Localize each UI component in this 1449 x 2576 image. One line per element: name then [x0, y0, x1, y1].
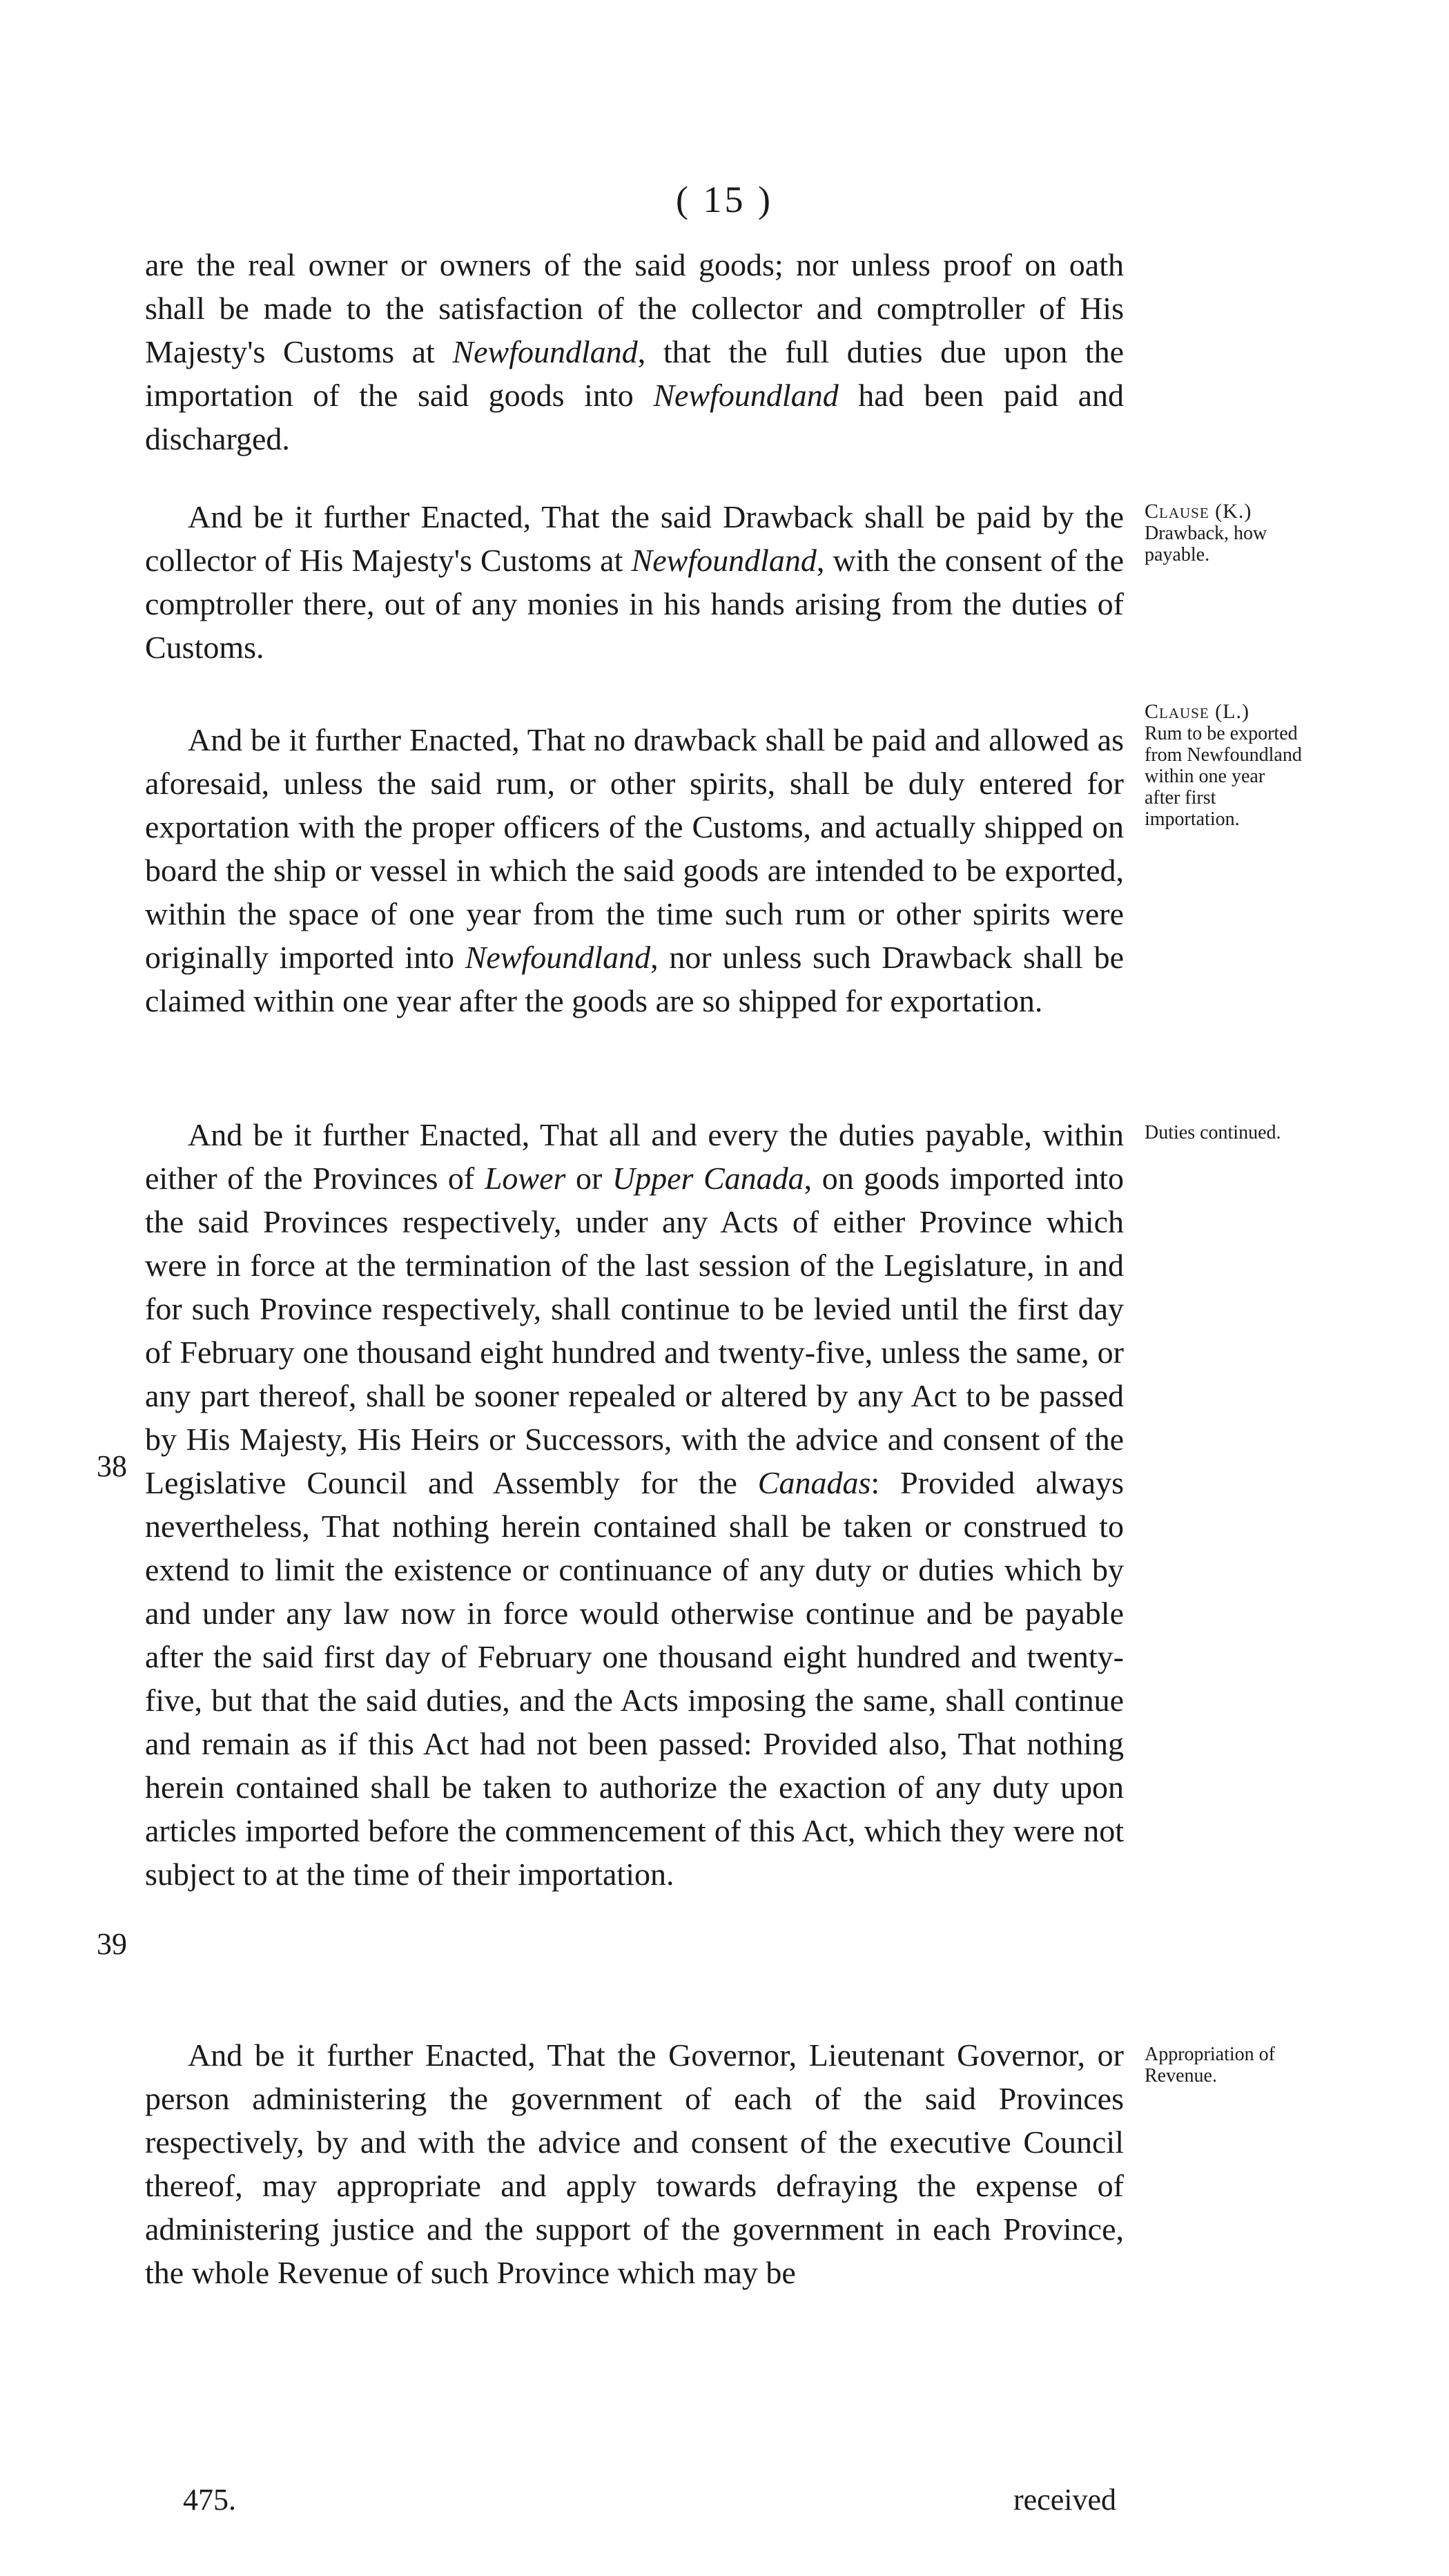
page-number: ( 15 ) — [676, 179, 773, 220]
paragraph-4 — [145, 2033, 1124, 2294]
text-run: , that the full duties due upon the importation of the said goods into — [145, 334, 1124, 413]
text-run: , on goods imported into the said Provinces respectively, under any Acts of either Province which were in force at the termination of the last session of the Legislature, in and for such Province respectively, shall continue to be levied until the first day of February one thousand eight hundred and twenty-five, unless the same, or any part thereof, shall be sooner repealed or altered by any Act to be passed by His Majesty, His Heirs or Successors, with the advice and consent of the Legislative Council and Assembly for the — [145, 1161, 1124, 1500]
text-run: And be it further Enacted, That the said Drawback shall be paid by the collector of His Majesty's Customs at — [145, 499, 1124, 578]
margin-note-label: Clause (L.) — [1145, 700, 1249, 723]
italic-run: Newfoundland — [465, 940, 651, 975]
italic-run: Newfoundland — [653, 378, 839, 413]
margin-note-duties — [1145, 1122, 1303, 1143]
catchword: received — [1013, 2483, 1116, 2517]
italic-run: Upper Canada — [612, 1161, 804, 1196]
paragraph-1 — [145, 495, 1124, 669]
line-number-38: 38 — [97, 1449, 127, 1483]
italic-run: Lower — [484, 1161, 566, 1196]
signature-mark: 475. — [183, 2483, 236, 2517]
text-run: or — [565, 1161, 612, 1196]
text-run: , with the consent of the comptroller there, out of any monies in his hands arising from the duties of Customs. — [145, 543, 1124, 665]
paragraph-2 — [145, 718, 1124, 1023]
margin-note-text: Drawback, how payable. — [1145, 523, 1267, 565]
margin-note-text: Rum to be exported from Newfoundland within one year after first importation. — [1145, 723, 1302, 830]
text-run: , nor unless such Drawback shall be claimed within one year after the goods are so shipped for exportation. — [145, 940, 1124, 1018]
margin-note-label: Clause (K.) — [1145, 500, 1252, 523]
text-run: And be it further Enacted, That no drawback shall be paid and allowed as aforesaid, unless the said rum, or other spirits, shall be duly entered for exportation with the proper officers of the Customs, and actually shipped on board the ship or vessel in which the said goods are intended to be exported, within the space of one year from the time such rum or other spirits were originally imported into — [145, 722, 1124, 975]
margin-note-clause-l — [1145, 701, 1303, 830]
italic-run: Newfoundland — [631, 543, 817, 578]
margin-note-text: Appropriation of Revenue. — [1145, 2044, 1275, 2086]
text-run: And be it further Enacted, That all and every the duties payable, within either of the Provinces of — [145, 1117, 1124, 1196]
text-run: And be it further Enacted, That the Governor, Lieutenant Governor, or person administering the government of each of the said Provinces respectively, by and with the advice and consent of the executive Council thereof, may appropriate and apply towards defraying the expense of administering justice and the support of the government in each Province, the whole Revenue of such Province which may be — [145, 2037, 1124, 2290]
text-run: had been paid and discharged. — [145, 378, 1124, 456]
line-number-39: 39 — [97, 1927, 127, 1961]
text-run: are the real owner or owners of the said goods; nor unless proof on oath shall be made to the satisfaction of the collector and comptroller of His Majesty's Customs at — [145, 247, 1124, 369]
margin-note-clause-k — [1145, 501, 1303, 565]
text-run: : Provided always nevertheless, That nothing herein contained shall be taken or construed to extend to limit the existence or continuance of any duty or duties which by and under any law now in force would otherwise continue and be payable after the said first day of February one thousand eight hundred and twenty-five, but that the said duties, and the Acts imposing the same, shall continue and remain as if this Act had not been passed: Provided also, That nothing herein contained shall be taken to authorize the exaction of any duty upon articles imported before the commencement of this Act, which they were not subject to at the time of their importation. — [145, 1465, 1124, 1892]
paragraph-3 — [145, 1113, 1124, 1896]
margin-note-appropriation — [1145, 2044, 1303, 2086]
paragraph-0 — [145, 243, 1124, 461]
margin-note-text: Duties continued. — [1145, 1122, 1281, 1143]
italic-run: Canadas — [757, 1465, 871, 1500]
italic-run: Newfoundland — [452, 334, 638, 369]
